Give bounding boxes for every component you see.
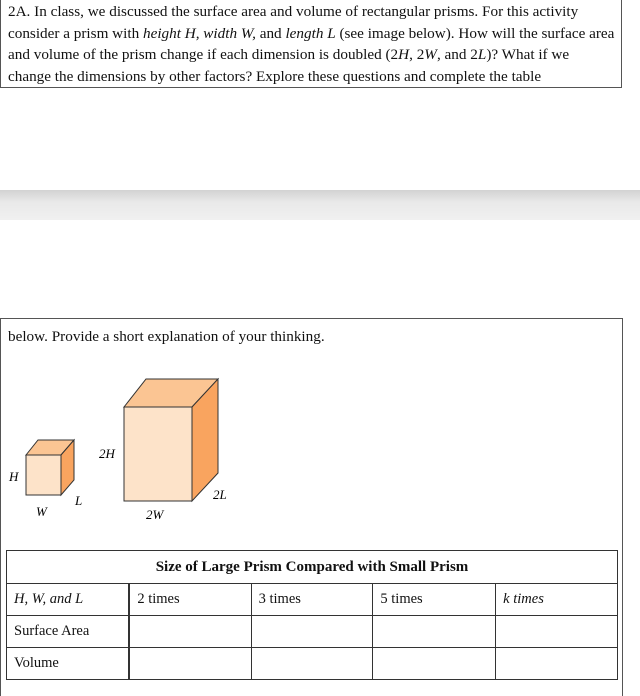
problem-text-segment: and	[255, 24, 286, 42]
small-length-label: L	[75, 493, 83, 508]
problem-text-segment: , and 2	[436, 46, 478, 64]
problem-text-segment: )? What if we change the dimensions by other factors? Explore these questions and complete the table	[8, 46, 570, 85]
table-header: Size of Large Prism Compared with Small Prism	[7, 551, 618, 584]
table-row-surface-area	[7, 616, 618, 648]
k-variable: k times	[503, 591, 544, 607]
row-label: H, W, and L	[7, 584, 130, 616]
answer-cell[interactable]	[251, 616, 373, 648]
table-row-dimensions	[7, 584, 618, 616]
problem-text-segment: 2A. In class, we discussed the surface area and volume of rectangular prisms. For this activity consider a prism with	[8, 3, 579, 42]
table-cell: 5 times	[373, 584, 496, 616]
small-prism-front	[26, 455, 61, 495]
variable-text: L	[477, 46, 487, 64]
comparison-table	[6, 550, 618, 680]
small-height-label: H	[9, 469, 19, 484]
continuation-text: below. Provide a short explanation of your thinking.	[8, 328, 325, 345]
table-cell: 3 times	[251, 584, 373, 616]
answer-cell[interactable]	[129, 616, 251, 648]
row-label: Volume	[7, 648, 130, 680]
large-prism-front	[124, 407, 192, 501]
answer-cell[interactable]	[373, 648, 496, 680]
small-prism	[26, 440, 74, 495]
answer-cell[interactable]	[496, 648, 618, 680]
page-break-shadow	[0, 190, 640, 220]
answer-cell[interactable]	[373, 616, 496, 648]
table-cell	[496, 584, 618, 616]
problem-box	[0, 0, 622, 88]
variable-text: height H, width W,	[142, 24, 256, 42]
table-header-row	[7, 551, 618, 584]
variable-text: W	[424, 46, 437, 64]
large-height-label: 2H	[99, 446, 115, 461]
answer-cell[interactable]	[129, 648, 251, 680]
row-label: Surface Area	[7, 616, 130, 648]
problem-text-segment: (see image below). How will the surface area and volume of the prism change if each dimension is doubled (2	[8, 24, 615, 64]
answer-cell[interactable]	[251, 648, 373, 680]
small-width-label: W	[36, 504, 47, 519]
problem-text-segment: , 2	[409, 46, 425, 64]
table-cell: 2 times	[129, 584, 251, 616]
large-width-label: 2W	[146, 507, 164, 522]
table-row-volume	[7, 648, 618, 680]
answer-cell[interactable]	[496, 616, 618, 648]
variable-text: H	[398, 46, 410, 64]
large-prism	[124, 379, 218, 501]
problem-text	[1, 0, 621, 87]
prism-figure	[5, 367, 236, 524]
large-length-label: 2L	[213, 487, 227, 502]
variable-text: length L	[285, 24, 336, 42]
